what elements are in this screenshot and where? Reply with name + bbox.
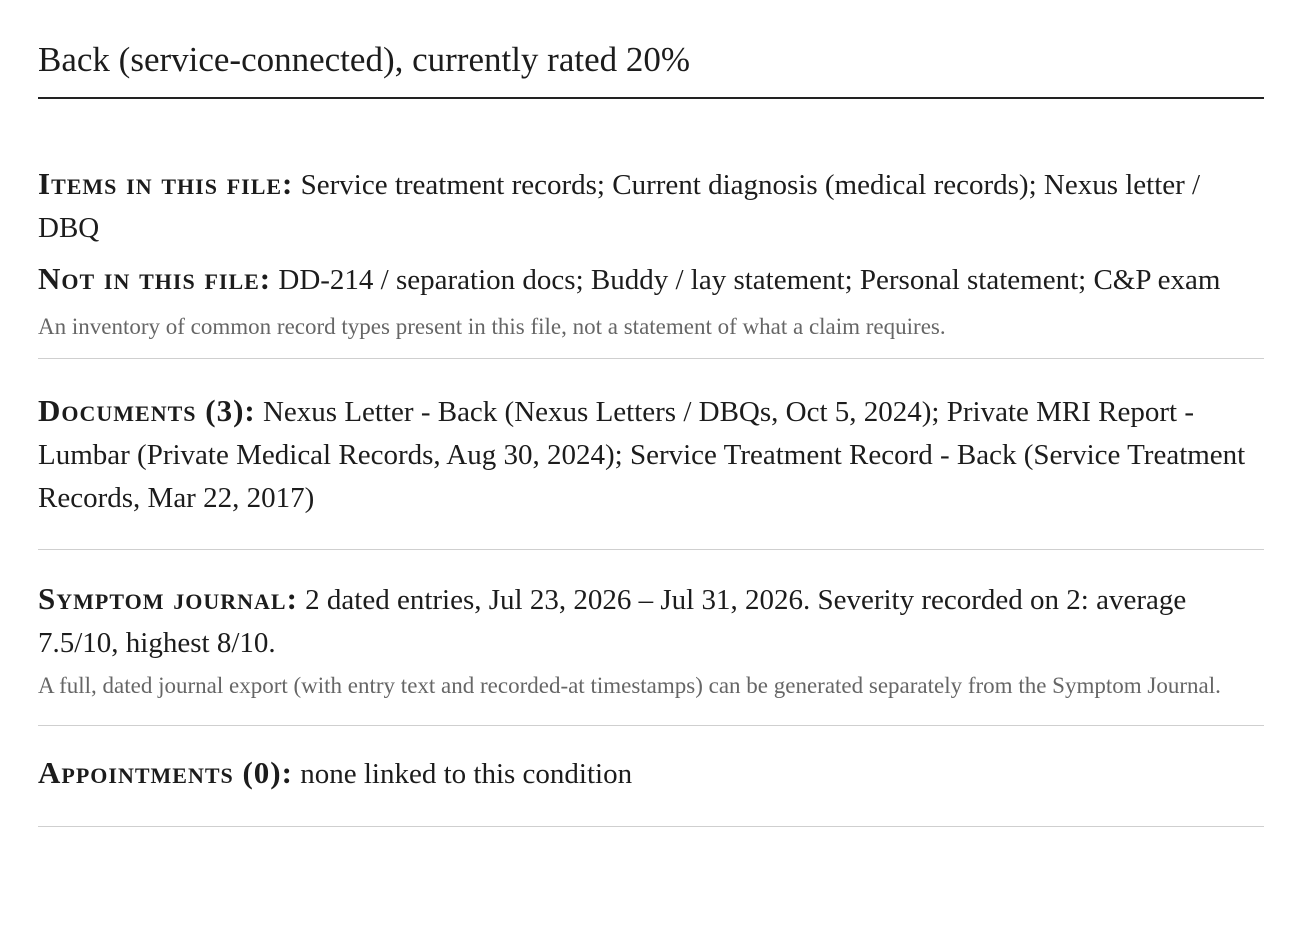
documents-value: Nexus Letter - Back (Nexus Letters / DBQs, Oct 5, 2024); Private MRI Report - Lumbar (Private Medical Records, Aug 30, 2024); Service Treatment Record - Back (Service Treatment Records, Mar 22, 2017) — [38, 396, 1246, 514]
inventory-disclaimer-note: An inventory of common record types present in this file, not a statement of what a claim requires. — [38, 314, 946, 339]
documents-label: Documents (3): — [38, 393, 256, 428]
documents-section — [38, 359, 1264, 550]
symptom-journal-row — [38, 577, 1264, 665]
appointments-value: none linked to this condition — [300, 758, 633, 790]
items-in-file-label: Items in this file: — [38, 166, 294, 201]
items-not-in-file-label: Not in this file: — [38, 261, 272, 296]
symptom-journal-value: 2 dated entries, Jul 23, 2026 – Jul 31, 2026. Severity recorded on 2: average 7.5/10, highest 8/10. — [38, 584, 1187, 659]
appointments-section — [38, 726, 1264, 827]
documents-row — [38, 389, 1264, 520]
appointments-label: Appointments (0): — [38, 755, 293, 790]
journal-export-note: A full, dated journal export (with entry text and recorded-at timestamps) can be generated separately from the Symptom Journal. — [38, 673, 1221, 698]
condition-title: Back (service-connected), currently rated 20% — [38, 0, 1264, 99]
items-in-file-value: Service treatment records; Current diagnosis (medical records); Nexus letter / DBQ — [38, 169, 1201, 244]
items-not-in-file-row — [38, 257, 1264, 302]
items-in-file-row — [38, 162, 1264, 250]
items-inventory-section — [38, 99, 1264, 359]
items-not-in-file-value: DD-214 / separation docs; Buddy / lay statement; Personal statement; C&P exam — [278, 264, 1221, 296]
symptom-journal-label: Symptom journal: — [38, 581, 298, 616]
symptom-journal-section — [38, 550, 1264, 726]
appointments-row — [38, 751, 1264, 796]
